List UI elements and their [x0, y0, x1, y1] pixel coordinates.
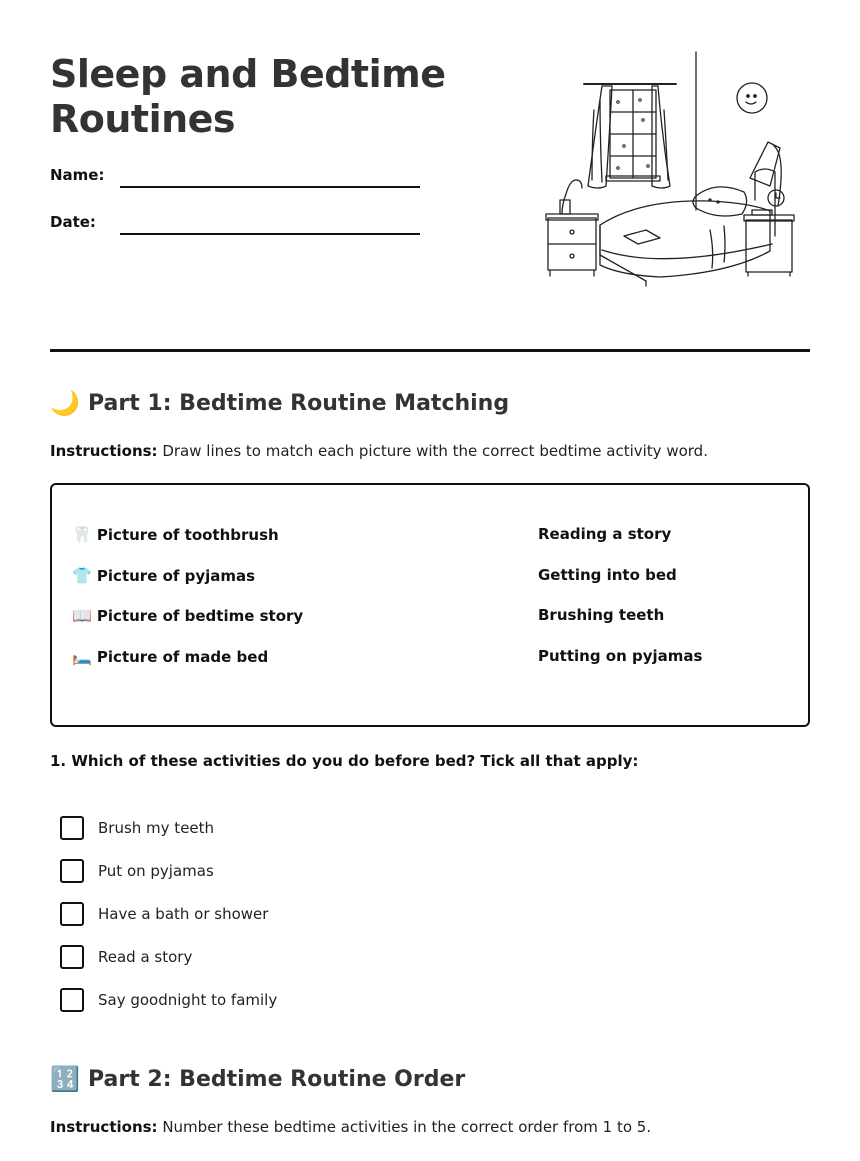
bedroom-illustration	[540, 50, 800, 290]
checkbox[interactable]	[60, 859, 84, 883]
word-item[interactable]: Brushing teeth	[538, 606, 665, 624]
checkbox-option[interactable]	[60, 902, 268, 926]
picture-label: Picture of toothbrush	[96, 525, 279, 544]
checkbox-option[interactable]	[60, 988, 277, 1012]
checkbox-label: Put on pyjamas	[98, 862, 214, 880]
checkbox-option[interactable]	[60, 816, 214, 840]
part1-heading-text: Part 1: Bedtime Routine Matching	[88, 390, 510, 416]
checkbox-label: Brush my teeth	[98, 819, 215, 837]
matching-box	[50, 483, 810, 727]
date-line[interactable]	[120, 233, 420, 235]
checkbox-label: Say goodnight to family	[98, 991, 278, 1009]
crescent-moon-icon: 🌙	[50, 389, 80, 417]
header-divider	[50, 349, 810, 352]
checkbox-option[interactable]	[60, 859, 214, 883]
title-line-1: Sleep and Bedtime	[50, 52, 446, 96]
open-book-icon: 📖	[72, 606, 92, 625]
numbers-icon: 🔢	[50, 1065, 80, 1093]
word-item[interactable]: Putting on pyjamas	[538, 647, 703, 665]
part2-heading-text: Part 2: Bedtime Routine Order	[88, 1066, 466, 1092]
name-label: Name:	[50, 166, 105, 184]
instructions-text: Number these bedtime activities in the correct order from 1 to 5.	[157, 1118, 652, 1136]
name-line[interactable]	[120, 186, 420, 188]
picture-label: Picture of made bed	[96, 647, 269, 666]
instructions-label: Instructions:	[50, 1118, 158, 1136]
checkbox[interactable]	[60, 988, 84, 1012]
word-item[interactable]: Reading a story	[538, 525, 672, 543]
checkbox-label: Have a bath or shower	[98, 905, 269, 923]
instructions-text: Draw lines to match each picture with the correct bedtime activity word.	[157, 442, 708, 460]
picture-item[interactable]	[72, 606, 303, 625]
word-item[interactable]: Getting into bed	[538, 566, 677, 584]
tooth-icon: 🦷	[72, 525, 92, 544]
title-line-2: Routines	[50, 97, 236, 141]
checkbox[interactable]	[60, 816, 84, 840]
checkbox[interactable]	[60, 945, 84, 969]
instructions-label: Instructions:	[50, 442, 158, 460]
picture-item[interactable]	[72, 647, 268, 666]
checkbox-option[interactable]	[60, 945, 192, 969]
page-title	[50, 52, 470, 142]
date-label: Date:	[50, 213, 96, 231]
picture-item[interactable]	[72, 525, 279, 544]
checkbox[interactable]	[60, 902, 84, 926]
question-1: 1. Which of these activities do you do before bed? Tick all that apply:	[50, 752, 639, 770]
picture-label: Picture of bedtime story	[96, 606, 304, 625]
moon-decoration-icon	[737, 83, 767, 113]
part1-heading	[50, 389, 509, 417]
part2-heading	[50, 1065, 465, 1093]
picture-item[interactable]	[72, 566, 255, 585]
bed-icon: 🛏️	[72, 647, 92, 666]
checkbox-label: Read a story	[98, 948, 193, 966]
part2-instructions	[50, 1118, 651, 1136]
part1-instructions	[50, 442, 708, 460]
picture-label: Picture of pyjamas	[96, 566, 256, 585]
shirt-icon: 👕	[72, 566, 92, 585]
